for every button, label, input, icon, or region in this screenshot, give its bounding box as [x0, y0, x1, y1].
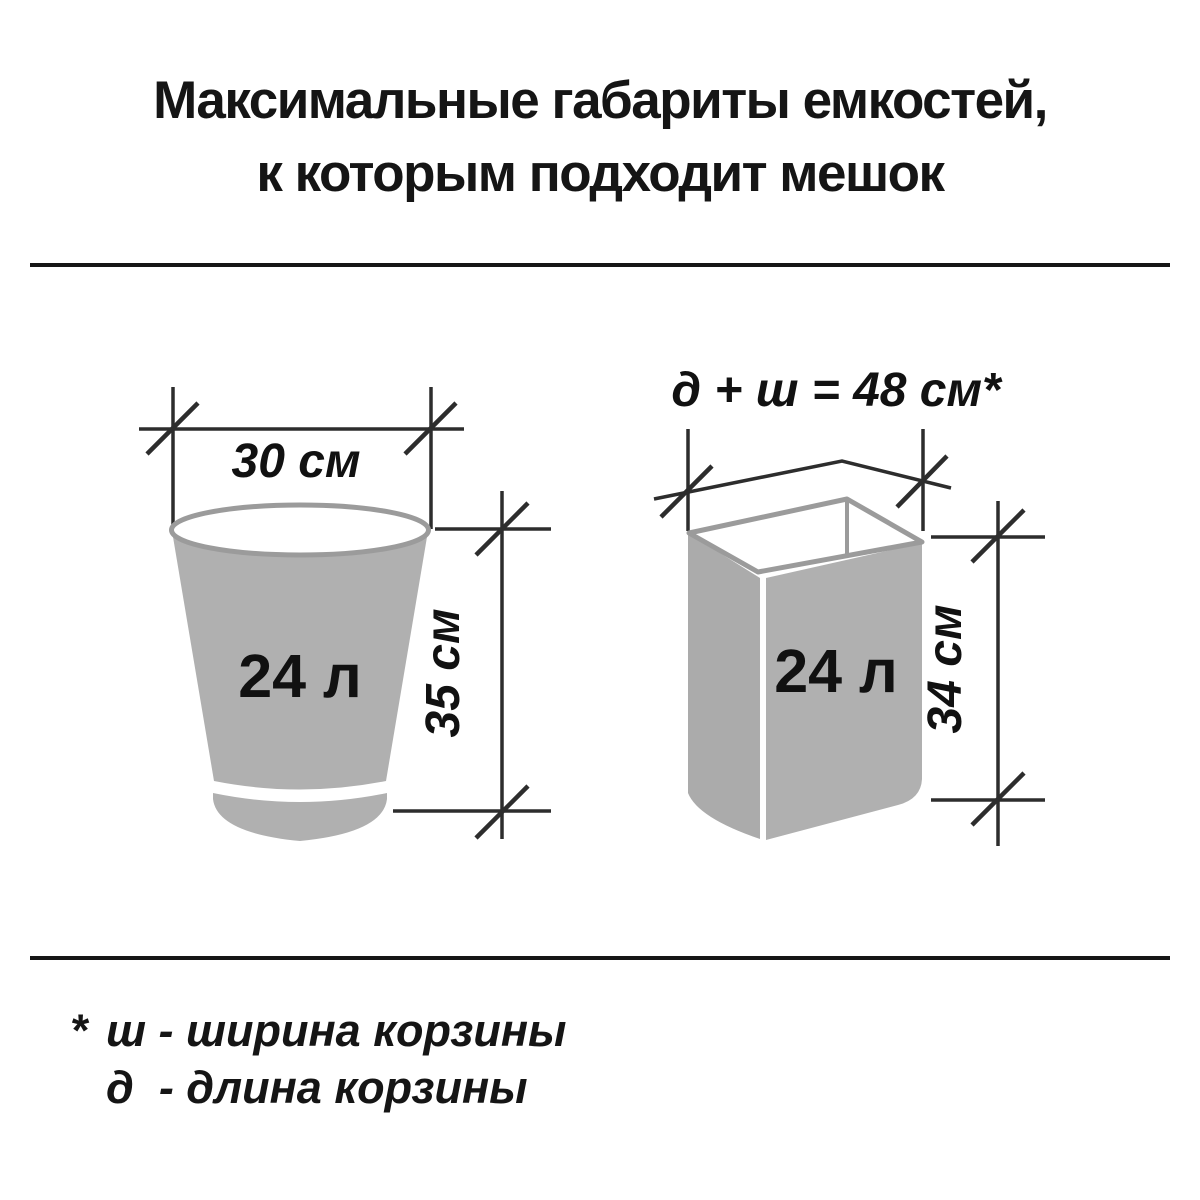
basket-shape — [688, 499, 922, 840]
basket-formula-label: д + ш = 48 см* — [671, 364, 1001, 417]
footnote-line-2: д - длина корзины — [106, 1062, 528, 1113]
bucket-width-label: 30 см — [231, 435, 361, 488]
title-line-2: к которым подходит мешок — [256, 144, 944, 203]
bucket-base — [213, 793, 387, 841]
basket-volume-label: 24 л — [774, 637, 898, 705]
footnote-lines — [106, 1002, 566, 1116]
rect-basket-diagram — [654, 364, 1045, 846]
basket-height-dimension — [919, 501, 1045, 846]
title-line-1: Максимальные габариты емкостей, — [153, 71, 1047, 130]
divider-bottom — [30, 956, 1170, 960]
basket-left-face — [688, 533, 760, 839]
footnote-asterisk: * — [70, 1005, 88, 1056]
footnote — [70, 1002, 566, 1116]
bucket-volume-label: 24 л — [238, 642, 362, 710]
bucket-shape — [172, 505, 429, 841]
round-bucket-diagram — [139, 387, 551, 841]
footnote-line-1: ш - ширина корзины — [106, 1005, 567, 1056]
basket-height-label: 34 см — [919, 604, 972, 734]
bucket-opening-rim — [172, 505, 429, 555]
bucket-height-label: 35 см — [417, 608, 470, 738]
